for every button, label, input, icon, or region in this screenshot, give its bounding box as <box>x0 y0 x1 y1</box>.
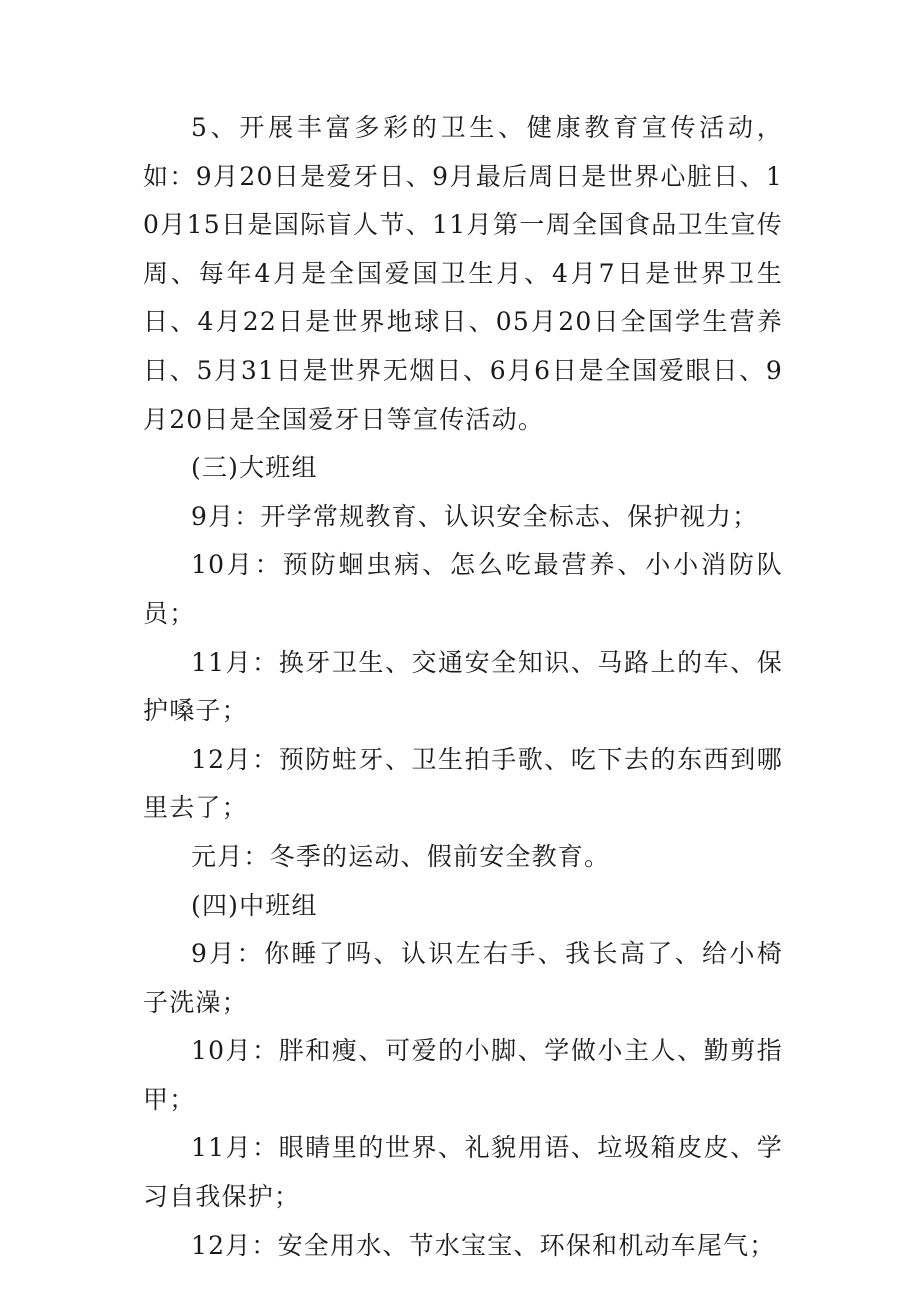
paragraph-senior-november: 11月：换牙卫生、交通安全知识、马路上的车、保护嗓子； <box>143 647 783 726</box>
section-heading-senior-class: (三)大班组 <box>191 453 318 483</box>
paragraph-senior-october: 10月：预防蛔虫病、怎么吃最营养、小小消防队员； <box>143 550 783 628</box>
paragraph-middle-october: 10月：胖和瘦、可爱的小脚、学做小主人、勤剪指甲； <box>143 1036 783 1114</box>
paragraph-health-activities: 5、开展丰富多彩的卫生、健康教育宣传活动，如：9月20日是爱牙日、9月最后周日是世界心脏日、10月15日是国际盲人节、11月第一周全国食品卫生宣传周、每年4月是全国爱国卫生月、4月7日是世界卫生日、4月22日是世界地球日、05月20日全国学生营养日、5月31日是世界无烟日、6月6日是全国爱眼日、9月20日是全国爱牙日等宣传活动。 <box>143 113 783 434</box>
paragraph-senior-january: 元月：冬季的运动、假前安全教育。 <box>191 841 611 871</box>
paragraph-middle-december: 12月：安全用水、节水宝宝、环保和机动车尾气； <box>191 1230 776 1260</box>
paragraph-middle-september: 9月：你睡了吗、认识左右手、我长高了、给小椅子洗澡； <box>143 939 783 1017</box>
paragraph-senior-december: 12月：预防蛀牙、卫生拍手歌、吃下去的东西到哪里去了； <box>143 744 783 823</box>
document-body <box>143 104 783 1270</box>
section-heading-middle-class: (四)中班组 <box>191 890 318 920</box>
paragraph-senior-september: 9月：开学常规教育、认识安全标志、保护视力； <box>191 501 759 531</box>
paragraph-middle-november: 11月：眼睛里的世界、礼貌用语、垃圾箱皮皮、学习自我保护； <box>143 1133 783 1212</box>
